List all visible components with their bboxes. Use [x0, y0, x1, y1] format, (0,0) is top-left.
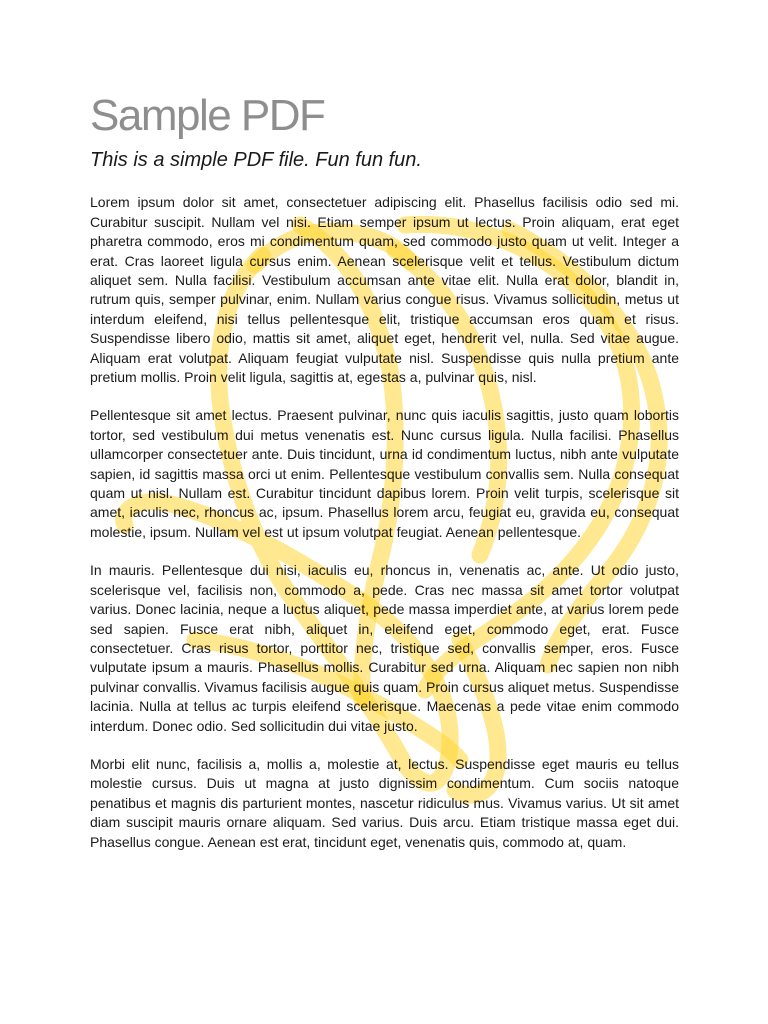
paragraph-3: In mauris. Pellentesque dui nisi, iaculis eu, rhoncus in, venenatis ac, ante. Ut odio justo, scelerisque vel, facilisis non, commodo a, pede. Cras nec massa sit amet tortor volutpat varius. Donec lacinia, neque a luctus aliquet, pede massa imperdiet ante, at varius lorem pede sed sapien. Fusce erat nibh, aliquet in, eleifend eget, commodo eget, erat. Fusce consectetuer. Cras risus tortor, porttitor nec, tristique sed, convallis semper, eros. Fusce vulputate ipsum a mauris. Phasellus mollis. Curabitur sed urna. Aliquam nec sapien non nibh pulvinar convallis. Vivamus facilisis augue quis quam. Proin cursus aliquet metus. Suspendisse lacinia. Nulla at tellus ac turpis eleifend scelerisque. Maecenas a pede vitae enim commodo interdum. Donec odio. Sed sollicitudin dui vitae justo. — [90, 562, 679, 734]
document-subtitle: This is a simple PDF file. Fun fun fun. — [90, 149, 422, 172]
body-text — [90, 193, 679, 852]
page-content — [90, 92, 679, 871]
document-title: Sample PDF — [90, 91, 325, 140]
paragraph-2: Pellentesque sit amet lectus. Praesent pulvinar, nunc quis iaculis sagittis, justo quam lobortis tortor, sed vestibulum dui metus venenatis est. Nunc cursus ligula. Nulla facilisi. Phasellus ullamcorper consectetuer ante. Duis tincidunt, urna id condimentum luctus, nibh ante vulputate sapien, id sagittis massa orci ut enim. Pellentesque vestibulum convallis sem. Nulla consequat quam ut nisl. Nullam est. Curabitur tincidunt dapibus lorem. Proin velit turpis, scelerisque sit amet, iaculis nec, rhoncus ac, ipsum. Phasellus lorem arcu, feugiat eu, gravida eu, consequat molestie, ipsum. Nullam vel est ut ipsum volutpat feugiat. Aenean pellentesque. — [90, 407, 679, 540]
paragraph-1: Lorem ipsum dolor sit amet, consectetuer adipiscing elit. Phasellus facilisis odio sed mi. Curabitur suscipit. Nullam vel nisi. Etiam semper ipsum ut lectus. Proin aliquam, erat eget pharetra commodo, eros mi condimentum quam, sed commodo justo quam ut velit. Integer a erat. Cras laoreet ligula cursus enim. Aenean scelerisque velit et tellus. Vestibulum dictum aliquet sem. Nulla facilisi. Vestibulum accumsan ante vitae elit. Nulla erat dolor, blandit in, rutrum quis, semper pulvinar, enim. Nullam varius congue risus. Vivamus sollicitudin, metus ut interdum eleifend, nisi tellus pellentesque elit, tristique accumsan eros quam et risus. Suspendisse libero odio, mattis sit amet, aliquet eget, hendrerit vel, nulla. Sed vitae augue. Aliquam erat volutpat. Aliquam feugiat vulputate nisl. Suspendisse quis nulla pretium ante pretium mollis. Proin velit ligula, sagittis at, egestas a, pulvinar quis, nisl. — [90, 194, 679, 386]
paragraph-4: Morbi elit nunc, facilisis a, mollis a, molestie at, lectus. Suspendisse eget mauris eu tellus molestie cursus. Duis ut magna at justo dignissim condimentum. Cum sociis natoque penatibus et magnis dis parturient montes, nascetur ridiculus mus. Vivamus varius. Ut sit amet diam suscipit mauris ornare aliquam. Sed varius. Duis arcu. Etiam tristique massa eget dui. Phasellus congue. Aenean est erat, tincidunt eget, venenatis quis, commodo at, quam. — [90, 755, 679, 850]
